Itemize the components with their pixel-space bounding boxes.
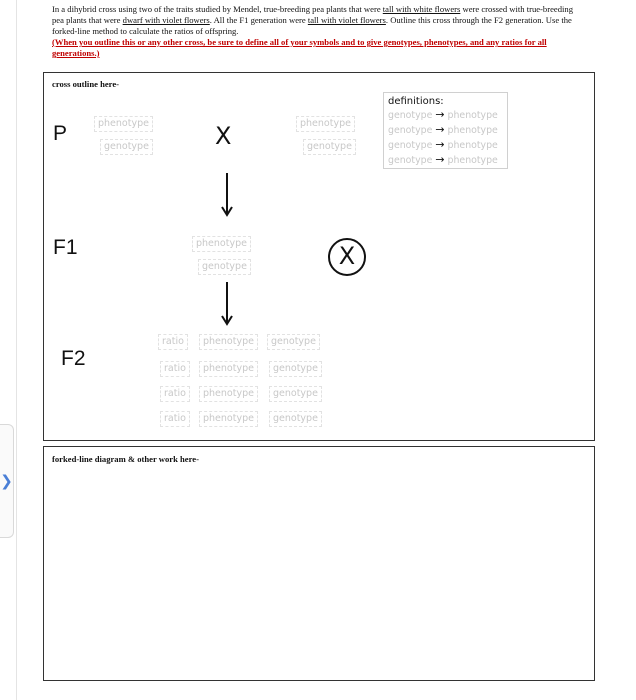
f2-genotype-field[interactable]: genotype xyxy=(269,361,322,377)
f1-generation-label: F1 xyxy=(53,236,78,259)
intro-trait: tall with white flowers xyxy=(382,4,461,14)
work-area-box[interactable] xyxy=(43,446,595,681)
f2-ratio-field[interactable]: ratio xyxy=(160,411,190,427)
f2-ratio-field[interactable]: ratio xyxy=(160,361,190,377)
intro-text: In a dihybrid cross using two of the traits studied by Mendel, true-breeding pea plants that were xyxy=(52,4,383,14)
work-area-label: forked-line diagram & other work here- xyxy=(52,454,199,464)
f2-genotype-field[interactable]: genotype xyxy=(269,411,322,427)
definition-row[interactable] xyxy=(388,138,503,153)
instructions-note: (When you outline this or any other cross, be sure to define all of your symbols and to give genotypes, phenotypes, and any ratios for all generations.) xyxy=(52,37,547,58)
p-generation-label: P xyxy=(53,122,68,145)
p-right-phenotype-field[interactable]: phenotype xyxy=(296,116,355,132)
side-panel-toggle[interactable]: ❯ xyxy=(0,424,14,538)
definition-genotype[interactable]: genotype xyxy=(388,125,433,136)
f2-ratio-field[interactable]: ratio xyxy=(160,386,190,402)
arrow-right-icon: → xyxy=(435,108,445,121)
p-left-genotype-field[interactable]: genotype xyxy=(100,139,153,155)
f1-phenotype-field[interactable]: phenotype xyxy=(192,236,251,252)
f2-phenotype-field[interactable]: phenotype xyxy=(199,334,258,350)
instructions-text xyxy=(52,4,582,59)
definitions-box[interactable] xyxy=(383,92,508,169)
f2-ratio-field[interactable]: ratio xyxy=(158,334,188,350)
down-arrow-icon xyxy=(220,282,234,326)
definition-phenotype[interactable]: phenotype xyxy=(447,110,498,121)
definition-row[interactable] xyxy=(388,153,503,168)
intro-text: were crossed with true-breeding pea plants that were xyxy=(52,4,573,25)
f2-genotype-field[interactable]: genotype xyxy=(267,334,320,350)
definition-genotype[interactable]: genotype xyxy=(388,140,433,151)
intro-text: . Outline this cross through the F2 generation. Use the forked-line method to calculate the ratios of offspring. xyxy=(52,15,572,36)
definition-phenotype[interactable]: phenotype xyxy=(447,155,498,166)
intro-trait: tall with violet flowers xyxy=(307,15,386,25)
cross-outline-label: cross outline here- xyxy=(52,79,119,89)
intro-trait: dwarf with violet flowers xyxy=(122,15,210,25)
p-right-genotype-field[interactable]: genotype xyxy=(303,139,356,155)
arrow-right-icon: → xyxy=(435,138,445,151)
definition-row[interactable] xyxy=(388,108,503,123)
f2-generation-label: F2 xyxy=(61,347,86,370)
down-arrow-icon xyxy=(220,173,234,217)
f2-phenotype-field[interactable]: phenotype xyxy=(199,411,258,427)
definition-phenotype[interactable]: phenotype xyxy=(447,140,498,151)
arrow-right-icon: → xyxy=(435,153,445,166)
intro-text: . All the F1 generation were xyxy=(209,15,308,25)
arrow-right-icon: → xyxy=(435,123,445,136)
f2-phenotype-field[interactable]: phenotype xyxy=(199,386,258,402)
definitions-title: definitions: xyxy=(388,96,444,107)
definition-row[interactable] xyxy=(388,123,503,138)
page-edge xyxy=(16,0,17,700)
p-left-phenotype-field[interactable]: phenotype xyxy=(94,116,153,132)
self-cross-symbol: X xyxy=(328,238,366,276)
f2-phenotype-field[interactable]: phenotype xyxy=(199,361,258,377)
f1-genotype-field[interactable]: genotype xyxy=(198,259,251,275)
definition-phenotype[interactable]: phenotype xyxy=(447,125,498,136)
f2-genotype-field[interactable]: genotype xyxy=(269,386,322,402)
definition-genotype[interactable]: genotype xyxy=(388,155,433,166)
definition-genotype[interactable]: genotype xyxy=(388,110,433,121)
cross-symbol: X xyxy=(215,122,232,150)
